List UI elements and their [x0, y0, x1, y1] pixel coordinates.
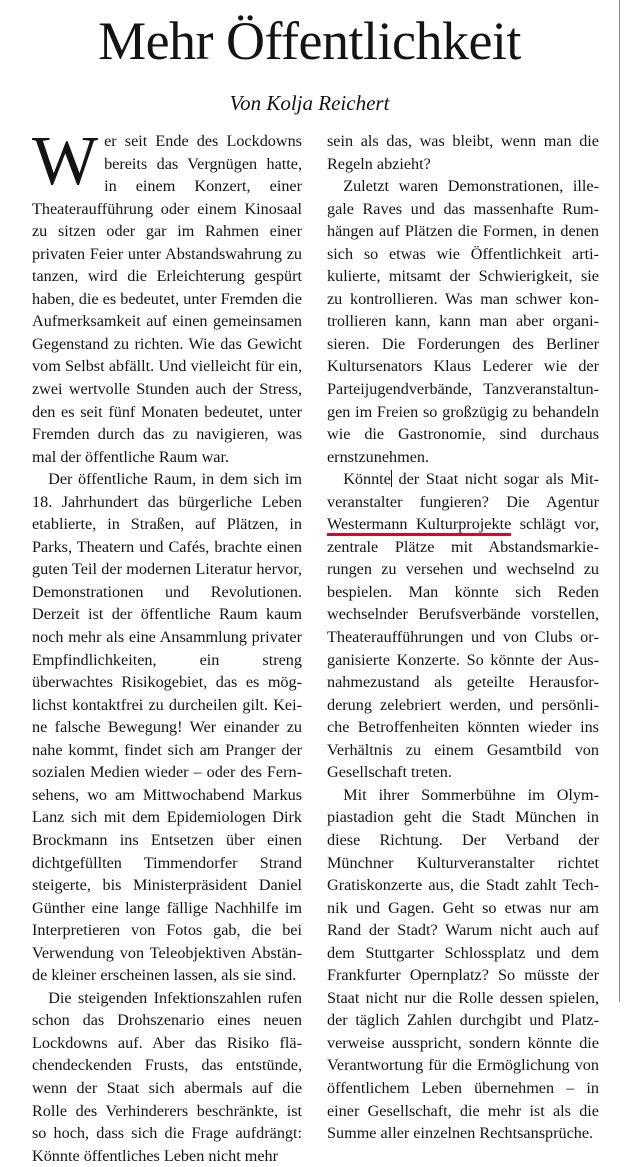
paragraph [327, 468, 599, 784]
paragraph: Mit ihrer Sommerbühne im Olympiastadion geht die Stadt München in diese Richtung. Der Verband der Münchner Kulturveranstalter richtet Gratiskonzerte aus, die Stadt zahlt Technik und Gagen. Geht so etwas nur am Rand der Stadt? Warum nicht auch auf dem Stuttgarter Schlossplatz und dem Frankfurter Opernplatz? So müsste der Staat nicht nur die Rolle dessen spielen, der täglich Zahlen durchgibt und Platzverweise ausspricht, sondern könnte die Verantwortung für die Ermöglichung von öffentlichem Leben übernehmen – in einer Gesellschaft, die mehr ist als die Summe aller einzelnen Rechtsansprüche. [327, 785, 599, 1143]
paragraph-text: der Staat nicht sogar als Mitveranstalter fungieren? Die Agentur [327, 470, 599, 511]
paragraph: Der öffentliche Raum, in dem sich im 18. Jahrhundert das bürgerliche Leben etablierte, in Straßen, auf Plätzen, in Parks, Theatern und Cafés, brachte einen guten Teil der modernen Literatur hervor, Demonstrationen und Revolutionen. Derzeit ist der öffentliche Raum kaum noch mehr als eine Ansammlung privater Empfindlichkeiten, ein streng überwachtes Risikogebiet, das es möglichst kontaktfrei zu durcheilen gilt. Keine falsche Bewegung! Wer einander zu nahe kommt, findet sich am Pranger der sozialen Medien wieder – oder des Fernsehens, wo am Mittwochabend Markus Lanz sich mit dem Epidemiologen Dirk Brockmann ins Entsetzen über einen dichtgefüllten Timmendorfer Strand steigerte, bis Ministerpräsident Daniel Günther eine lange fällige Nachhilfe im Interpretieren von Fotos gab, die bei Verwendung von Teleobjektiven Abstände kleiner erscheinen lassen, als sie sind. [32, 470, 302, 985]
article-column-right [327, 130, 599, 1145]
paragraph-text: er seit Ende des Lockdowns bereits das Vergnügen hatte, in einem Konzert, einer Theateraufführung oder einem Kinosaal zu sitzen oder gar im Rahmen einer privaten Feier unter Abstandswahrung zu tanzen, wird die Erleichterung gespürt haben, die es bedeutet, unter Fremden die Aufmerksamkeit auf einen gemeinsamen Gegenstand zu richten. Wie das Gewicht vom Selbst abfällt. Und vielleicht für ein, zwei wertvolle Stunden auch der Stress, den es seit fünf Monaten bedeutet, unter Fremden durch das zu navigieren, was mal der öffentliche Raum war. [32, 132, 302, 466]
article-title: Mehr Öffentlichkeit [98, 11, 521, 71]
paragraph-text: Könnte [343, 470, 391, 489]
paragraph [32, 123, 302, 468]
paragraph: Zuletzt waren Demonstrationen, illegale Raves und das massenhafte Rumhängen auf Plätzen die Formen, in denen sich so etwas wie Öffentlichkeit artikulierte, mitsamt der Schwierigkeit, sie zu kontrollieren. Was man schwer kontrollieren kann, kann man aber organisieren. Die Forderungen des Berliner Kultursenators Klaus Lederer wie der Parteijugendverbände, Tanzveranstaltungen im Freien so großzügig zu behandeln wie die Gastronomie, sind durchaus ernstzunehmen. [327, 177, 599, 466]
article-byline: Von Kolja Reichert [229, 91, 390, 115]
drop-cap: W [32, 123, 99, 200]
article-column-left [32, 123, 302, 1167]
paragraph-text: schlägt vor, zentrale Plätze mit Abstandsmarkierungen zu versehen und wechselnd zu bespielen. Man könnte sich Reden wechselnder Berufsverbände vorstellen, Theateraufführungen und von Clubs organisierte Konzerte. So könnte der Ausnahmezustand als geteilte Herausforderung zelebriert werden, und persönliche Betroffenheiten könnten wieder ins Verhältnis zu einem Gesamtbild von Gesellschaft treten. [327, 515, 599, 782]
page-edge-rule [619, 0, 620, 1002]
paragraph: sein als das, was bleibt, wenn man die Regeln abzieht? [327, 132, 599, 173]
paragraph: Die steigenden Infektionszahlen rufen schon das Drohszenario eines neuen Lockdowns auf. Aber das Risiko flächendeckenden Frusts, das entstünde, wenn der Staat sich abermals auf die Rolle des Verhinderers beschränkte, ist so hoch, dass sich die Frage aufdrängt: Könnte öffentliches Leben nicht mehr [32, 988, 302, 1165]
westermann-kulturprojekte-link[interactable]: Westermann Kulturprojekte [327, 515, 511, 536]
